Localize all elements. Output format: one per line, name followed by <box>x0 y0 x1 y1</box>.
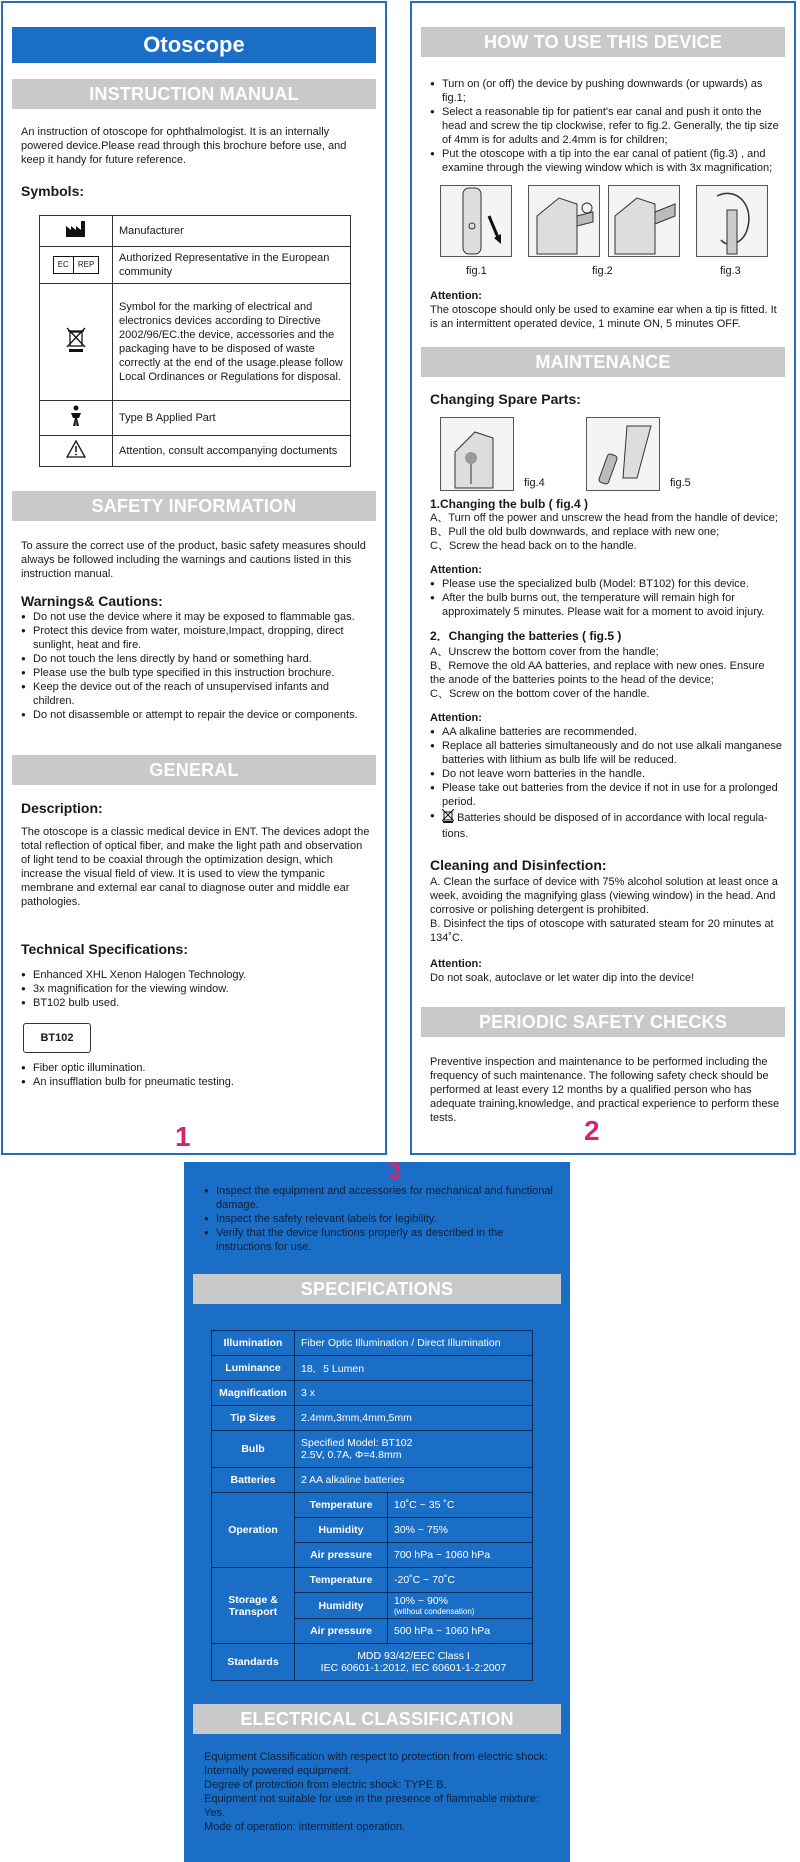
electrical-classification-text <box>204 1750 558 1834</box>
list-item: B、Remove the old AA batteries, and replace with new ones. Ensure the anode of the batteries points to the head of the device; <box>430 660 765 686</box>
electrical-classification-band: ELECTRICAL CLASSIFICATION <box>193 1704 561 1734</box>
list-item: C、Screw the head back on to the handle. <box>430 540 637 552</box>
table-row <box>212 1431 533 1468</box>
fig3-illustration <box>696 185 768 257</box>
how-to-use-list <box>430 77 782 175</box>
fig-extra-illustration <box>608 185 680 257</box>
spec-subkey: Air pressure <box>295 1543 388 1568</box>
symbol-row <box>40 401 351 436</box>
list-item: ● Do not touch the lens directly by hand or something hard. <box>21 652 373 666</box>
symbol-row <box>40 436 351 467</box>
safety-intro: To assure the correct use of the product, basic safety measures should always be followed including the warnings and cautions listed in this instruction manual. <box>21 540 366 580</box>
attention-label: Attention: <box>430 290 482 302</box>
bulb-model: Specified Model: BT102 <box>301 1437 413 1449</box>
list-item: ● Please use the specialized bulb (Model: BT102) for this device. <box>430 577 782 591</box>
humidity-note: (without condensation) <box>394 1607 475 1616</box>
table-row <box>212 1406 533 1431</box>
cleaning-steps <box>430 875 782 945</box>
list-item: ● Inspect the equipment and accessories for mechanical and functional damage. <box>204 1184 558 1212</box>
spec-subkey: Temperature <box>295 1568 388 1593</box>
spec-key: Operation <box>212 1493 295 1568</box>
table-row <box>212 1493 533 1518</box>
symbol-row <box>40 247 351 284</box>
list-item: ● Keep the device out of the reach of unsupervised infants and children. <box>21 680 373 708</box>
spec-value: 10˚C ~ 35 ˚C <box>388 1493 533 1518</box>
list-item: ● Please take out batteries from the device if not in use for a prolonged period. <box>430 781 782 809</box>
standards-iec: IEC 60601-1:2012, IEC 60601-1-2:2007 <box>320 1662 507 1674</box>
spec-key: Bulb <box>212 1431 295 1468</box>
fig-caption: fig.4 <box>524 477 545 489</box>
table-row <box>212 1568 533 1593</box>
list-item: A. Clean the surface of device with 75% alcohol solution at least once a week, avoiding the magnifying glass (viewing window) in the head. And corrosive or polishing detergent is prohibited. <box>430 876 778 916</box>
symbol-description: Authorized Representative in the European community <box>113 247 351 284</box>
list-item: ● Replace all batteries simultaneously and do not use alkali manganese batteries with lithium as bulb life will be reduced. <box>430 739 782 767</box>
cleaning-heading: Cleaning and Disinfection: <box>430 857 607 873</box>
spec-value: 500 hPa ~ 1060 hPa <box>388 1619 533 1644</box>
symbol-description: Attention, consult accompanying doctuments <box>113 436 351 467</box>
specifications-band: SPECIFICATIONS <box>193 1274 561 1304</box>
spec-value: 3 x <box>295 1381 533 1406</box>
fig5-illustration <box>586 417 660 491</box>
list-item: ● Verify that the device functions properly as described in the instructions for use. <box>204 1226 558 1254</box>
symbol-row <box>40 284 351 401</box>
attention-text: The otoscope should only be used to examine ear when a tip is fitted. It is an intermittent operated device, 1 minute ON, 5 minutes OFF. <box>430 304 777 330</box>
fig4-illustration <box>440 417 514 491</box>
manual-page-3 <box>184 1158 570 1862</box>
bt102-bulb-label: BT102 <box>23 1023 91 1053</box>
list-item: ● 3x magnification for the viewing window. <box>21 982 373 996</box>
change-batteries-heading: 2．Changing the batteries ( fig.5 ) <box>430 629 622 643</box>
spec-subkey: Temperature <box>295 1493 388 1518</box>
list-item: ● Fiber optic illumination. <box>21 1061 373 1075</box>
description-heading: Description: <box>21 800 103 816</box>
spec-key: Illumination <box>212 1331 295 1356</box>
list-item: ● Do not use the device where it may be exposed to flammable gas. <box>21 610 373 624</box>
attention-label: Attention: <box>430 958 482 970</box>
general-band: GENERAL <box>12 755 376 785</box>
symbol-description: Type B Applied Part <box>113 401 351 436</box>
list-item: ● Do not leave worn batteries in the handle. <box>430 767 782 781</box>
list-item: ● Protect this device from water, moisture,Impact, dropping, direct sunlight, heat and fire. <box>21 624 373 652</box>
list-item: ● Inspect the safety relevant labels for legibility. <box>204 1212 558 1226</box>
warning-icon <box>40 436 113 467</box>
ec-rep-icon <box>40 247 113 284</box>
spec-subkey: Air pressure <box>295 1619 388 1644</box>
list-item: ● Put the otoscope with a tip into the ear canal of patient (fig.3) , and examine through the viewing window which is with 3x magnification; <box>430 147 782 175</box>
periodic-safety-band: PERIODIC SAFETY CHECKS <box>421 1007 785 1037</box>
table-row <box>212 1381 533 1406</box>
change-bulb-heading: 1.Changing the bulb ( fig.4 ) <box>430 497 588 511</box>
list-item: ● After the bulb burns out, the temperature will remain high for approximately 5 minutes. Please wait for a moment to avoid injury. <box>430 591 782 619</box>
list-item: ● Select a reasonable tip for patient's ear canal and push it onto the head and screw the tip clockwise, refer to fig.2. Generally, the tip size of 4mm is for adults and 2.4mm is for children; <box>430 105 782 147</box>
spec-value: 30% ~ 75% <box>388 1518 533 1543</box>
spec-value <box>388 1593 533 1619</box>
list-item: C、Screw on the bottom cover of the handle. <box>430 688 650 700</box>
safety-information-band: SAFETY INFORMATION <box>12 491 376 521</box>
list-item: ● Do not disassemble or attempt to repair the device or components. <box>21 708 373 722</box>
list-item: ● AA alkaline batteries are recommended. <box>430 725 782 739</box>
battery-attention-list <box>430 725 782 841</box>
symbol-row <box>40 216 351 247</box>
spec-value: 2.4mm,3mm,4mm,5mm <box>295 1406 533 1431</box>
spec-value: 700 hPa ~ 1060 hPa <box>388 1543 533 1568</box>
intro-text: An instruction of otoscope for ophthalmologist. It is an internally powered device.Please read through this brochure before use, and keep it handy for future reference. <box>21 126 347 166</box>
spec-key: Tip Sizes <box>212 1406 295 1431</box>
page-number: 3 <box>388 1158 402 1185</box>
spec-value <box>295 1431 533 1468</box>
weee-bin-icon <box>40 284 113 401</box>
list-item: ● BT102 bulb used. <box>21 996 373 1010</box>
list-item: Degree of protection from electric shock: TYPE B. <box>204 1779 447 1791</box>
page-title: Otoscope <box>12 27 376 63</box>
change-batteries-steps <box>430 645 782 701</box>
list-item: A、Unscrew the bottom cover from the handle; <box>430 646 659 658</box>
symbols-table <box>39 215 351 467</box>
standards-mdd: MDD 93/42/EEC Class I <box>357 1650 470 1662</box>
periodic-safety-text: Preventive inspection and maintenance to be performed including the frequency of such maintenance. The following safety check should be performed at least every 12 months by a qualified person who has adequate training,knowledge, and practical experience to perform these tests. <box>430 1056 780 1124</box>
list-item: ● Please use the bulb type specified in this instruction brochure. <box>21 666 373 680</box>
fig-caption: fig.3 <box>720 265 741 277</box>
symbol-description: Manufacturer <box>113 216 351 247</box>
change-bulb-steps <box>430 511 782 553</box>
symbol-description: Symbol for the marking of electrical and electronics devices according to Directive 2002/96/EC.the device, accessories and the packaging have to be disposed of waste correctly at the end of the usage.please follow Local Ordinances or Regulations for disposal. <box>113 284 351 401</box>
attention-text: Do not soak, autoclave or let water dip into the device! <box>430 972 695 984</box>
fig-caption: fig.5 <box>670 477 691 489</box>
spec-value: -20˚C ~ 70˚C <box>388 1568 533 1593</box>
list-item: ● An insufflation bulb for pneumatic testing. <box>21 1075 373 1089</box>
list-item: B、Pull the old bulb downwards, and replace with new one; <box>430 526 720 538</box>
rep-label: REP <box>74 256 99 274</box>
fig-caption: fig.1 <box>466 265 487 277</box>
list-item: Equipment Classification with respect to protection from electric shock: <box>204 1751 548 1763</box>
spec-key: Luminance <box>212 1356 295 1381</box>
how-to-use-band: HOW TO USE THIS DEVICE <box>421 27 785 57</box>
ec-label: EC <box>53 256 74 274</box>
tech-specs-list-2 <box>21 1061 373 1089</box>
maintenance-band: MAINTENANCE <box>421 347 785 377</box>
spec-key: Storage & Transport <box>212 1568 295 1644</box>
table-row <box>212 1468 533 1493</box>
list-item: Mode of operation: intermittent operation. <box>204 1821 406 1833</box>
instruction-manual-band: INSTRUCTION MANUAL <box>12 79 376 109</box>
manual-page-1 <box>1 1 387 1155</box>
warnings-heading: Warnings& Cautions: <box>21 593 163 609</box>
fig1-illustration <box>440 185 512 257</box>
list-item: Equipment not suitable for use in the presence of flammable mixture: <box>204 1793 540 1805</box>
symbols-heading: Symbols: <box>21 183 85 199</box>
list-item <box>430 809 782 841</box>
attention-label: Attention: <box>430 564 482 576</box>
table-row <box>212 1644 533 1681</box>
specifications-table <box>211 1330 533 1681</box>
list-item: Yes. <box>204 1807 226 1819</box>
spec-key: Standards <box>212 1644 295 1681</box>
spec-key: Batteries <box>212 1468 295 1493</box>
fig2-illustration <box>528 185 600 257</box>
safety-checks-list <box>204 1184 558 1254</box>
description-text: The otoscope is a classic medical device in ENT. The devices adopt the total reflection of optical fiber, and make the light path and observation of light tend to be coaxial through the optimization design, which increase the visual field of view. It is used to view the tympanic membrane and external ear canal to diagnose outer and middle ear pathologies. <box>21 826 370 908</box>
fig-caption: fig.2 <box>592 265 613 277</box>
list-item: ● Turn on (or off) the device by pushing downwards (or upwards) as fig.1; <box>430 77 782 105</box>
page-number: 2 <box>584 1115 600 1146</box>
spec-key: Magnification <box>212 1381 295 1406</box>
spec-value: Fiber Optic Illumination / Direct Illumination <box>295 1331 533 1356</box>
type-b-icon <box>40 401 113 436</box>
spec-value <box>295 1644 533 1681</box>
tech-specs-heading: Technical Specifications: <box>21 941 189 957</box>
attention-label: Attention: <box>430 712 482 724</box>
list-item: A、Turn off the power and unscrew the head from the handle of device; <box>430 512 778 524</box>
manufacturer-icon <box>40 216 113 247</box>
attention-list <box>430 577 782 619</box>
spec-value: 18．5 Lumen <box>295 1356 533 1381</box>
battery-disposal-text: Batteries should be disposed of in accordance with local regula- tions. <box>442 811 768 840</box>
spare-parts-heading: Changing Spare Parts: <box>430 391 581 407</box>
table-row <box>212 1356 533 1381</box>
list-item: B. Disinfect the tips of otoscope with saturated steam for 20 minutes at 134˚C. <box>430 918 774 944</box>
page-number: 1 <box>175 1121 191 1152</box>
humidity-range: 10% ~ 90% <box>394 1595 448 1607</box>
tech-specs-list <box>21 968 373 1010</box>
manual-page-2 <box>410 1 796 1155</box>
table-row <box>212 1331 533 1356</box>
bulb-rating: 2.5V, 0.7A, Φ=4.8mm <box>301 1449 402 1461</box>
list-item: ● Enhanced XHL Xenon Halogen Technology. <box>21 968 373 982</box>
spec-subkey: Humidity <box>295 1518 388 1543</box>
list-item: Internally powered equipment. <box>204 1765 352 1777</box>
weee-bin-icon <box>442 809 454 827</box>
spec-subkey: Humidity <box>295 1593 388 1619</box>
spec-value: 2 AA alkaline batteries <box>295 1468 533 1493</box>
warnings-list <box>21 610 373 722</box>
